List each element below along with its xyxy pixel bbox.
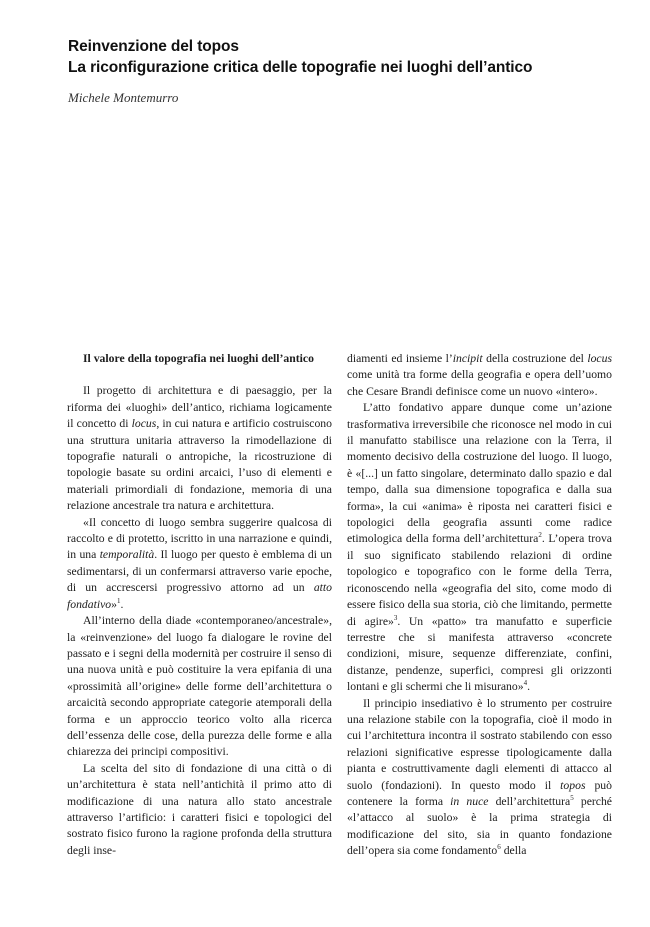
body-paragraph (67, 613, 332, 761)
footnote-ref: 2 (538, 531, 542, 540)
footnote-ref: 1 (117, 596, 121, 605)
emphasis-text: topos (560, 778, 586, 792)
article-header (68, 36, 628, 106)
section-heading: Il valore della topografia nei luoghi dell’antico (83, 352, 314, 365)
text-run: Il progetto di architettura e di paesaggio, per la riforma dei «luoghi» dell’antico, richiama logicamente il concetto di (67, 384, 332, 431)
footnote-ref: 5 (570, 794, 574, 803)
body-paragraph (347, 696, 612, 860)
body-paragraph (67, 515, 332, 613)
emphasis-text: locus (587, 352, 612, 365)
text-run: All’interno della diade «contemporaneo/ancestrale», la «reinvenzione» del luogo fa dialogare le rovine del passato e i segni della modernità per costruire il senso di una nuova unità e può costituire la vera epifania di una «prossimità all’origine» delle forme dell’architettura o arcaicità secondo appropriate categorie atemporali della forma e un approccio teorico volto alla ricerca dell’essenza delle cose, della purezza delle forme e alla chiarezza dei principi compositivi. (67, 614, 332, 759)
text-run: . Il luogo per questo è emblema di un sedimentarsi, di un confermarsi attraverso varie epoche, di un accrescersi progressivo attorno ad un (67, 548, 333, 595)
body-paragraph (67, 761, 332, 859)
body-paragraph (67, 383, 332, 514)
left-column (67, 351, 332, 859)
text-run: «Il concetto di luogo sembra suggerire qualcosa di raccolto e di protetto, iscritto in una narrazione e quindi, in una (67, 515, 332, 562)
text-run: » (111, 597, 117, 611)
text-run: Il principio insediativo è lo strumento per costruire una relazione stabile con la topografia, cioè il modo in cui l’architettura incontra il sostrato stabilendo con esso relazioni significative espresse tipologicamente dalla pianta e costruttivamente dagli elementi di attacco al suolo (fondazioni). In questo modo il (347, 696, 612, 792)
emphasis-text: atto fondativo (67, 581, 332, 611)
left-paragraphs (67, 383, 332, 859)
text-run: può contenere la forma (347, 778, 612, 808)
emphasis-text: temporalità (99, 548, 155, 562)
text-run: perché «l’attacco al suolo» è la prima strategia di modificazione del sito, sia in quanto fondazione dell’opera sia come fondamento (347, 794, 612, 858)
body-paragraph (347, 351, 612, 400)
text-run: . (120, 597, 124, 611)
text-run: . (527, 680, 530, 694)
text-run: La scelta del sito di fondazione di una città o di un’architettura è stata nell’antichità il primo atto di modificazione di una natura allo stato ancestrale attraverso l’artificio: i caratteri fisici e topologici del sostrato fisico furono la ragione profonda della struttura degli inse- (67, 761, 332, 857)
body-paragraph (347, 400, 612, 695)
emphasis-text: incipit (452, 352, 483, 365)
text-run: diamenti ed insieme l’ (347, 352, 453, 365)
text-run: . L’opera trova il suo significato stabilendo relazioni di ordine topologico e topografico con le forme della Terra, riconoscendo nella «geografia del sito, come modo di essere fisico della sua storia, ciò che limitando, permette di agire» (347, 532, 612, 628)
footnote-ref: 3 (393, 613, 398, 622)
text-run: , in cui natura e artificio costruiscono una struttura unitaria attraverso la rimodellazione di topografie naturali o antropiche, la ricostruzione di topologie basate su ordini arcaici, l’uso di elementi e materiali primordiali di fondazione, memoria di una relazione ancestrale tra natura e architettura. (67, 417, 332, 513)
emphasis-text: locus (131, 417, 157, 431)
text-run: dell’architettura (488, 794, 571, 808)
emphasis-text: in nuce (450, 794, 489, 808)
text-run: . Un «patto» tra manufatto e superficie terrestre che si manifesta attraverso «concrete condizioni, misure, sequenze differenziate, confini, distanze, pendenze, superfici, compresi gli orizzonti lontani e gli schermi che li misurano» (347, 614, 612, 694)
title-line-1: Reinvenzione del topos (68, 38, 239, 55)
article-title (68, 36, 628, 78)
author-name: Michele Montemurro (68, 90, 179, 105)
text-run: della costruzione del (482, 352, 588, 365)
footnote-ref: 6 (497, 843, 501, 852)
text-run: come unità tra forme della geografia e opera dell’uomo che Cesare Brandi definisce come un nuovo «intero». (347, 368, 612, 398)
footnote-ref: 4 (523, 679, 528, 688)
text-run: L’atto fondativo appare dunque come un’azione trasformativa irreversibile che riconosce nel modo in cui il manufatto stabilisce una relazione con la Terra, il momento decisivo della costruzione del luogo. Il luogo, è «[...] un fatto singolare, determinato dallo spazio e dal tempo, dalla sua dimensione topografica e dalla sua forma», la cui «anima» è riposta nei caratteri fisici e topologici della geografia assunti come radice etimologica della forma dell’architettura (347, 401, 612, 546)
right-paragraphs (347, 351, 612, 860)
title-line-2: La riconfigurazione critica delle topografie nei luoghi dell’antico (68, 59, 533, 76)
right-column (347, 351, 612, 860)
text-run: della (500, 844, 527, 858)
